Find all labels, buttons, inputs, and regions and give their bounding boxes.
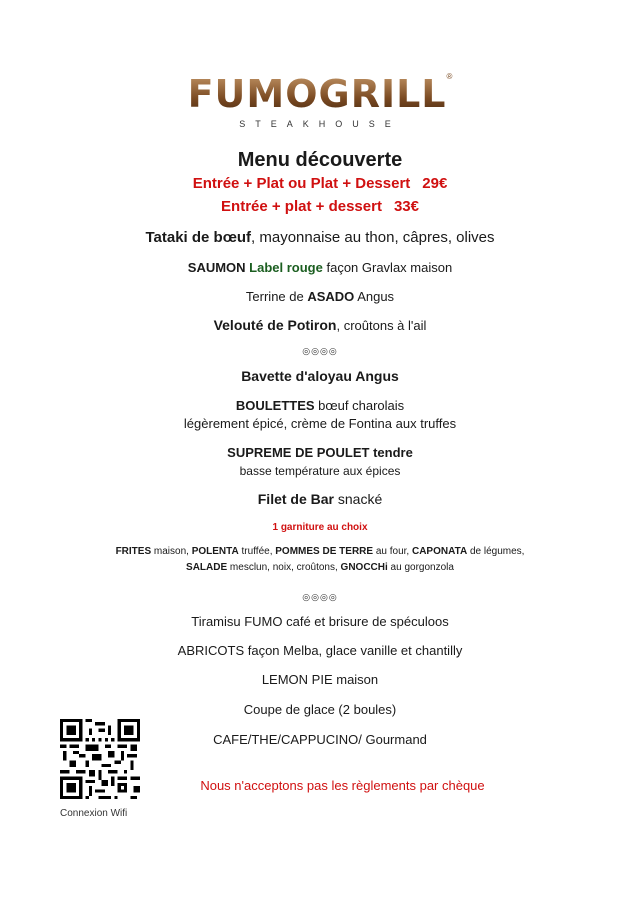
garniture-desc: au gorgonzola <box>387 562 454 573</box>
plat-desc: snacké <box>334 491 383 507</box>
plat-detail: basse température aux épices <box>239 464 401 478</box>
entree-name: ASADO <box>307 289 355 304</box>
qr-label: Connexion Wifi <box>60 808 128 819</box>
garniture-desc: maison, <box>151 546 192 557</box>
entree-pre: Terrine de <box>245 289 308 304</box>
brand-word-bold: FUMO <box>187 72 319 116</box>
dessert-item: CAFE/THE/CAPPUCINO/ Gourmand <box>213 732 427 747</box>
entree-desc: Angus <box>354 289 395 304</box>
qr-code-icon[interactable] <box>60 719 140 799</box>
plat-item <box>0 398 640 413</box>
plat-name: SUPREME DE POULET <box>227 445 370 460</box>
plat-item <box>0 368 640 384</box>
dessert-item: Tiramisu FUMO café et brisure de spéculoos <box>191 614 449 629</box>
plat-item <box>0 491 640 507</box>
entree-label: Label rouge <box>245 260 323 275</box>
brand-word-light: GRILL <box>318 72 447 116</box>
entree-desc: , croûtons à l'ail <box>336 318 427 333</box>
dessert-item: LEMON PIE maison <box>261 672 379 687</box>
offer-2-price: 33€ <box>393 198 419 215</box>
garniture-desc: de légumes, <box>467 546 525 557</box>
menu-title: Menu découverte <box>237 149 403 171</box>
offer-1 <box>0 175 640 192</box>
dessert-item: ABRICOTS façon Melba, glace vanille et chantilly <box>177 643 463 658</box>
offer-2 <box>0 198 640 215</box>
plat-name: Bavette d'aloyau Angus <box>241 368 399 384</box>
offer-2-label: Entrée + plat + dessert <box>221 198 382 215</box>
garniture-name: POMMES DE TERRE <box>275 546 374 557</box>
garniture-title: 1 garniture au choix <box>272 522 368 533</box>
garniture-line <box>0 546 640 557</box>
payment-notice: Nous n'acceptons pas les règlements par chèque <box>200 778 485 793</box>
garniture-name: SALADE <box>186 562 228 573</box>
brand-tagline: STEAKHOUSE <box>239 119 401 129</box>
separator-icon: ◎◎◎◎ <box>302 592 338 602</box>
dessert-item: Coupe de glace (2 boules) <box>243 702 397 717</box>
separator-icon: ◎◎◎◎ <box>302 346 338 356</box>
entree-desc: façon Gravlax maison <box>322 260 453 275</box>
entree-item <box>0 229 640 246</box>
garniture-name: POLENTA <box>191 546 239 557</box>
garniture-desc: truffée, <box>238 546 276 557</box>
garniture-name: CAPONATA <box>411 546 468 557</box>
entree-item <box>0 260 640 275</box>
entree-item <box>0 317 640 333</box>
plat-detail: légèrement épicé, crème de Fontina aux truffes <box>183 416 457 431</box>
garniture-desc: au four, <box>373 546 412 557</box>
offer-1-label: Entrée + Plat ou Plat + Dessert <box>192 175 411 192</box>
garniture-name: GNOCCHi <box>340 562 388 573</box>
registered-mark: ® <box>446 72 453 81</box>
offer-1-price: 29€ <box>422 175 448 192</box>
entree-name: Tataki de bœuf <box>145 229 252 246</box>
entree-name: SAUMON <box>187 260 246 275</box>
entree-desc: , mayonnaise au thon, câpres, olives <box>251 229 495 246</box>
brand-logo <box>0 72 640 116</box>
plat-name: BOULETTES <box>235 398 315 413</box>
plat-name: Filet de Bar <box>257 491 334 507</box>
garniture-line <box>0 562 640 573</box>
garniture-name: FRITES <box>115 546 152 557</box>
entree-name: Velouté de Potiron <box>213 317 337 333</box>
plat-desc: tendre <box>369 445 413 460</box>
entree-item <box>0 289 640 304</box>
plat-desc: bœuf charolais <box>314 398 405 413</box>
garniture-desc: mesclun, noix, croûtons, <box>227 562 341 573</box>
plat-item <box>0 445 640 460</box>
